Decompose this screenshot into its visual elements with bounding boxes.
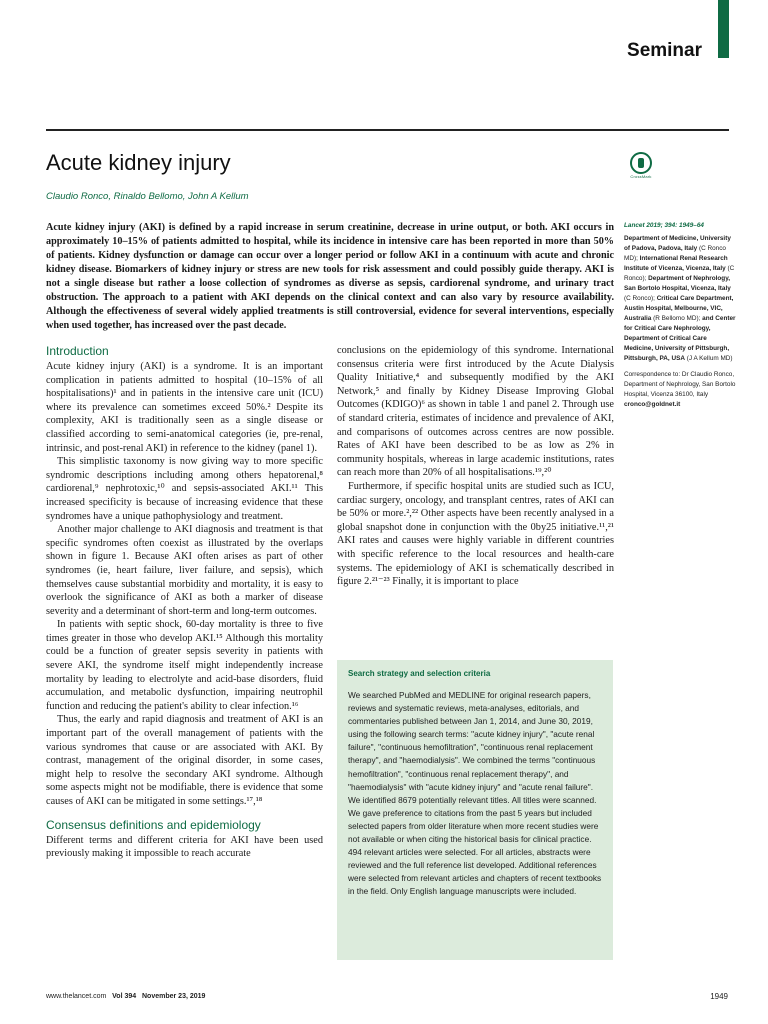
sidebar-affiliations bbox=[624, 221, 736, 410]
introduction-heading: Introduction bbox=[46, 344, 109, 358]
search-strategy-box bbox=[337, 660, 613, 960]
footer-journal-info bbox=[46, 993, 205, 1000]
affiliation-1-author: (C Ronco MD); bbox=[624, 245, 726, 262]
article-title: Acute kidney injury bbox=[46, 150, 231, 175]
consensus-heading: Consensus definitions and epidemiology bbox=[46, 817, 261, 832]
affiliation-5-author: (J A Kellum MD) bbox=[684, 355, 733, 362]
crossmark-button[interactable] bbox=[626, 152, 656, 179]
crossmark-icon bbox=[630, 152, 652, 174]
crossmark-label: CrossMark bbox=[630, 174, 652, 179]
affiliation-2-author: (C Ronco); bbox=[624, 265, 735, 282]
search-strategy-title: Search strategy and selection criteria bbox=[348, 669, 491, 678]
intro-paragraph-4: In patients with septic shock, 60-day mortality is three to five times greater in those who develop AKI.¹⁵ Although this mortality could be a function of greater sepsis severity in patients with severe AKI, the syndrome itself might independently increase mortality by leading to electrolyte and acid-base disorders, fluid accumulation, and metabolic dysfunction, impairing neutrophil function and reducing the patient's ability to clear infection.¹⁶ bbox=[46, 619, 323, 712]
affiliation-2: International Renal Research Institute of Vicenza, Vicenza, Italy bbox=[624, 255, 728, 272]
consensus-paragraph-1: Different terms and different criteria for AKI have been used previously making it impossible to reach accurate bbox=[46, 834, 323, 860]
affiliation-3: Department of Nephrology, San Bortolo Hospital, Vicenza, Italy bbox=[624, 275, 731, 292]
section-color-bar bbox=[718, 0, 729, 58]
affiliations bbox=[624, 234, 736, 364]
header-rule bbox=[46, 129, 729, 131]
body-column-left bbox=[46, 344, 323, 861]
epidemiology-paragraph-1: conclusions on the epidemiology of this syndrome. International consensus criteria were first introduced by the Acute Dialysis Quality Initiative,⁴ and subsequently modified by the AKI Network,⁵ and finally by Kidney Disease Improving Global Outcomes (KDIGO)⁶ as shown in table 1 and panel 2. Through use of standard criteria, estimates of incidence and prevalence of AKI, and comparisons of outcomes across centres are now possible. Rates of AKI have been described to be as low as 2% in community hospitals, whereas in large academic institutions, rates can reach more than 20% of all hospitalisations.¹⁹,²⁰ bbox=[337, 345, 614, 479]
abstract: Acute kidney injury (AKI) is defined by a rapid increase in serum creatinine, decrease in urine output, or both. AKI occurs in approximately 10–15% of patients admitted to hospital, while its incidence in intensive care has been reported in more than 50% of patients. Kidney dysfunction or damage can occur over a longer period or follow AKI in a continuum with acute and chronic kidney disease. Biomarkers of kidney injury or stress are new tools for risk assessment and could possibly guide therapy. AKI is not a single disease but rather a loose collection of syndromes as diverse as sepsis, cardiorenal syndrome, and urinary tract obstruction. The approach to a patient with AKI depends on the clinical context and can also vary by resource availability. Although the effectiveness of several widely applied treatments is still controversial, evidence for several interventions, especially when used together, has increased over the past decade. bbox=[46, 222, 614, 331]
citation[interactable]: Lancet 2019; 394: 1949–64 bbox=[624, 222, 704, 229]
affiliation-3-author: (C Ronco); bbox=[624, 295, 655, 302]
section-label: Seminar bbox=[627, 40, 702, 61]
search-strategy-text: We searched PubMed and MEDLINE for original research papers, reviews and systematic reviews, meta-analyses, editorials, and commentaries published between Jan 1, 2014, and June 30, 2019, using the following search terms: "acute kidney injury", "acute renal failure", "continuous hemofiltration", "continuous renal replacement therapy", and "haemodialysis". We combined the terms "continuous hemofiltration", "continuous renal replacement therapy", and "haemodialysis" with "acute kidney injury" and "acute renal failure". We identified 8679 potentially relevant titles. All titles were scanned. We gave preference to citations from the past 5 years but included selected papers from older literature when more recent studies were not available or when citing the historical basis for clinical practice. 494 relevant articles were selected. For all articles, abstracts were reviewed and the full reference list developed. Additional references were selected from relevant articles and chapters of recent textbooks in the field. Only English language manuscripts were included. bbox=[348, 690, 602, 897]
footer-volume: Vol 394 bbox=[112, 993, 137, 1000]
footer-site[interactable]: www.thelancet.com bbox=[46, 993, 107, 1000]
author-list: Claudio Ronco, Rinaldo Bellomo, John A Kellum bbox=[46, 191, 249, 202]
body-column-right bbox=[337, 344, 614, 589]
footer-date: November 23, 2019 bbox=[142, 993, 206, 1000]
affiliation-4-author: (R Bellomo MD); bbox=[651, 315, 701, 322]
correspondence-email[interactable]: cronco@goldnet.it bbox=[624, 401, 681, 408]
page-number: 1949 bbox=[710, 992, 728, 1001]
affiliation-1: Department of Medicine, University of Padova, Padova, Italy bbox=[624, 235, 731, 252]
epidemiology-paragraph-2: Furthermore, if specific hospital units are studied such as ICU, cardiac surgery, oncology, and transplant centres, rates of AKI can be 50% or more.²,²² Other aspects have been recently analysed in a global snapshot done in conjunction with the 0by25 initiative.¹¹,²¹ AKI rates and causes were highly variable in different countries with specific reference to the local resources and health-care systems. The epidemiology of AKI is schematically described in figure 2.²¹⁻²³ Finally, it is important to place bbox=[337, 480, 614, 588]
affiliation-4: Critical Care Department, Austin Hospital, Melbourne, VIC, Australia bbox=[624, 295, 734, 322]
correspondence: Correspondence to: Dr Claudio Ronco, Department of Nephrology, San Bortolo Hospital, Vicenza 36100, Italy bbox=[624, 371, 736, 398]
intro-paragraph-1: Acute kidney injury (AKI) is a syndrome. It is an important complication in patients admitted to hospital (10–15% of all hospitalisations)¹ and in patients in the intensive care unit (ICU) where its prevalence can sometimes exceed 50%.² Despite its complexity, AKI is traditionally seen as a single disease or classified according to semi-anatomical categories (ie, pre-renal, intrinsic, and post-renal AKI) in reference to the kidney (panel 1). bbox=[46, 361, 323, 454]
intro-paragraph-3: Another major challenge to AKI diagnosis and treatment is that specific syndromes often coexist as illustrated by the overlaps shown in figure 1. Because AKI often arises as part of other syndromes (ie, heart failure, liver failure, and sepsis), which themselves cause substantial morbidity and mortality, it is easy to overlook the significance of AKI as both a marker of disease severity and a determinant of short-term and long-term outcomes. bbox=[46, 524, 323, 617]
intro-paragraph-2: This simplistic taxonomy is now giving way to more specific syndromic descriptions including among others hepatorenal,⁸ cardiorenal,⁹ nephrotoxic,¹⁰ and sepsis-associated AKI.¹¹ This increased specificity is because of increasing evidence that these syndromes have a unique pathophysiology and treatment. bbox=[46, 456, 323, 522]
intro-paragraph-5: Thus, the early and rapid diagnosis and treatment of AKI is an important part of the overall management of patients with the various syndromes that cause or are associated with AKI. By contrast, management of the original disorder, in some cases, might help to resolve the secondary AKI syndrome. Although some aspects might not be modifiable, there is evidence that some causes of AKI can be mitigated in some settings.¹⁷,¹⁸ bbox=[46, 714, 323, 807]
affiliation-5: and Center for Critical Care Nephrology, Department of Critical Care Medicine, University of Pittsburgh, Pittsburgh, PA, USA bbox=[624, 315, 736, 362]
